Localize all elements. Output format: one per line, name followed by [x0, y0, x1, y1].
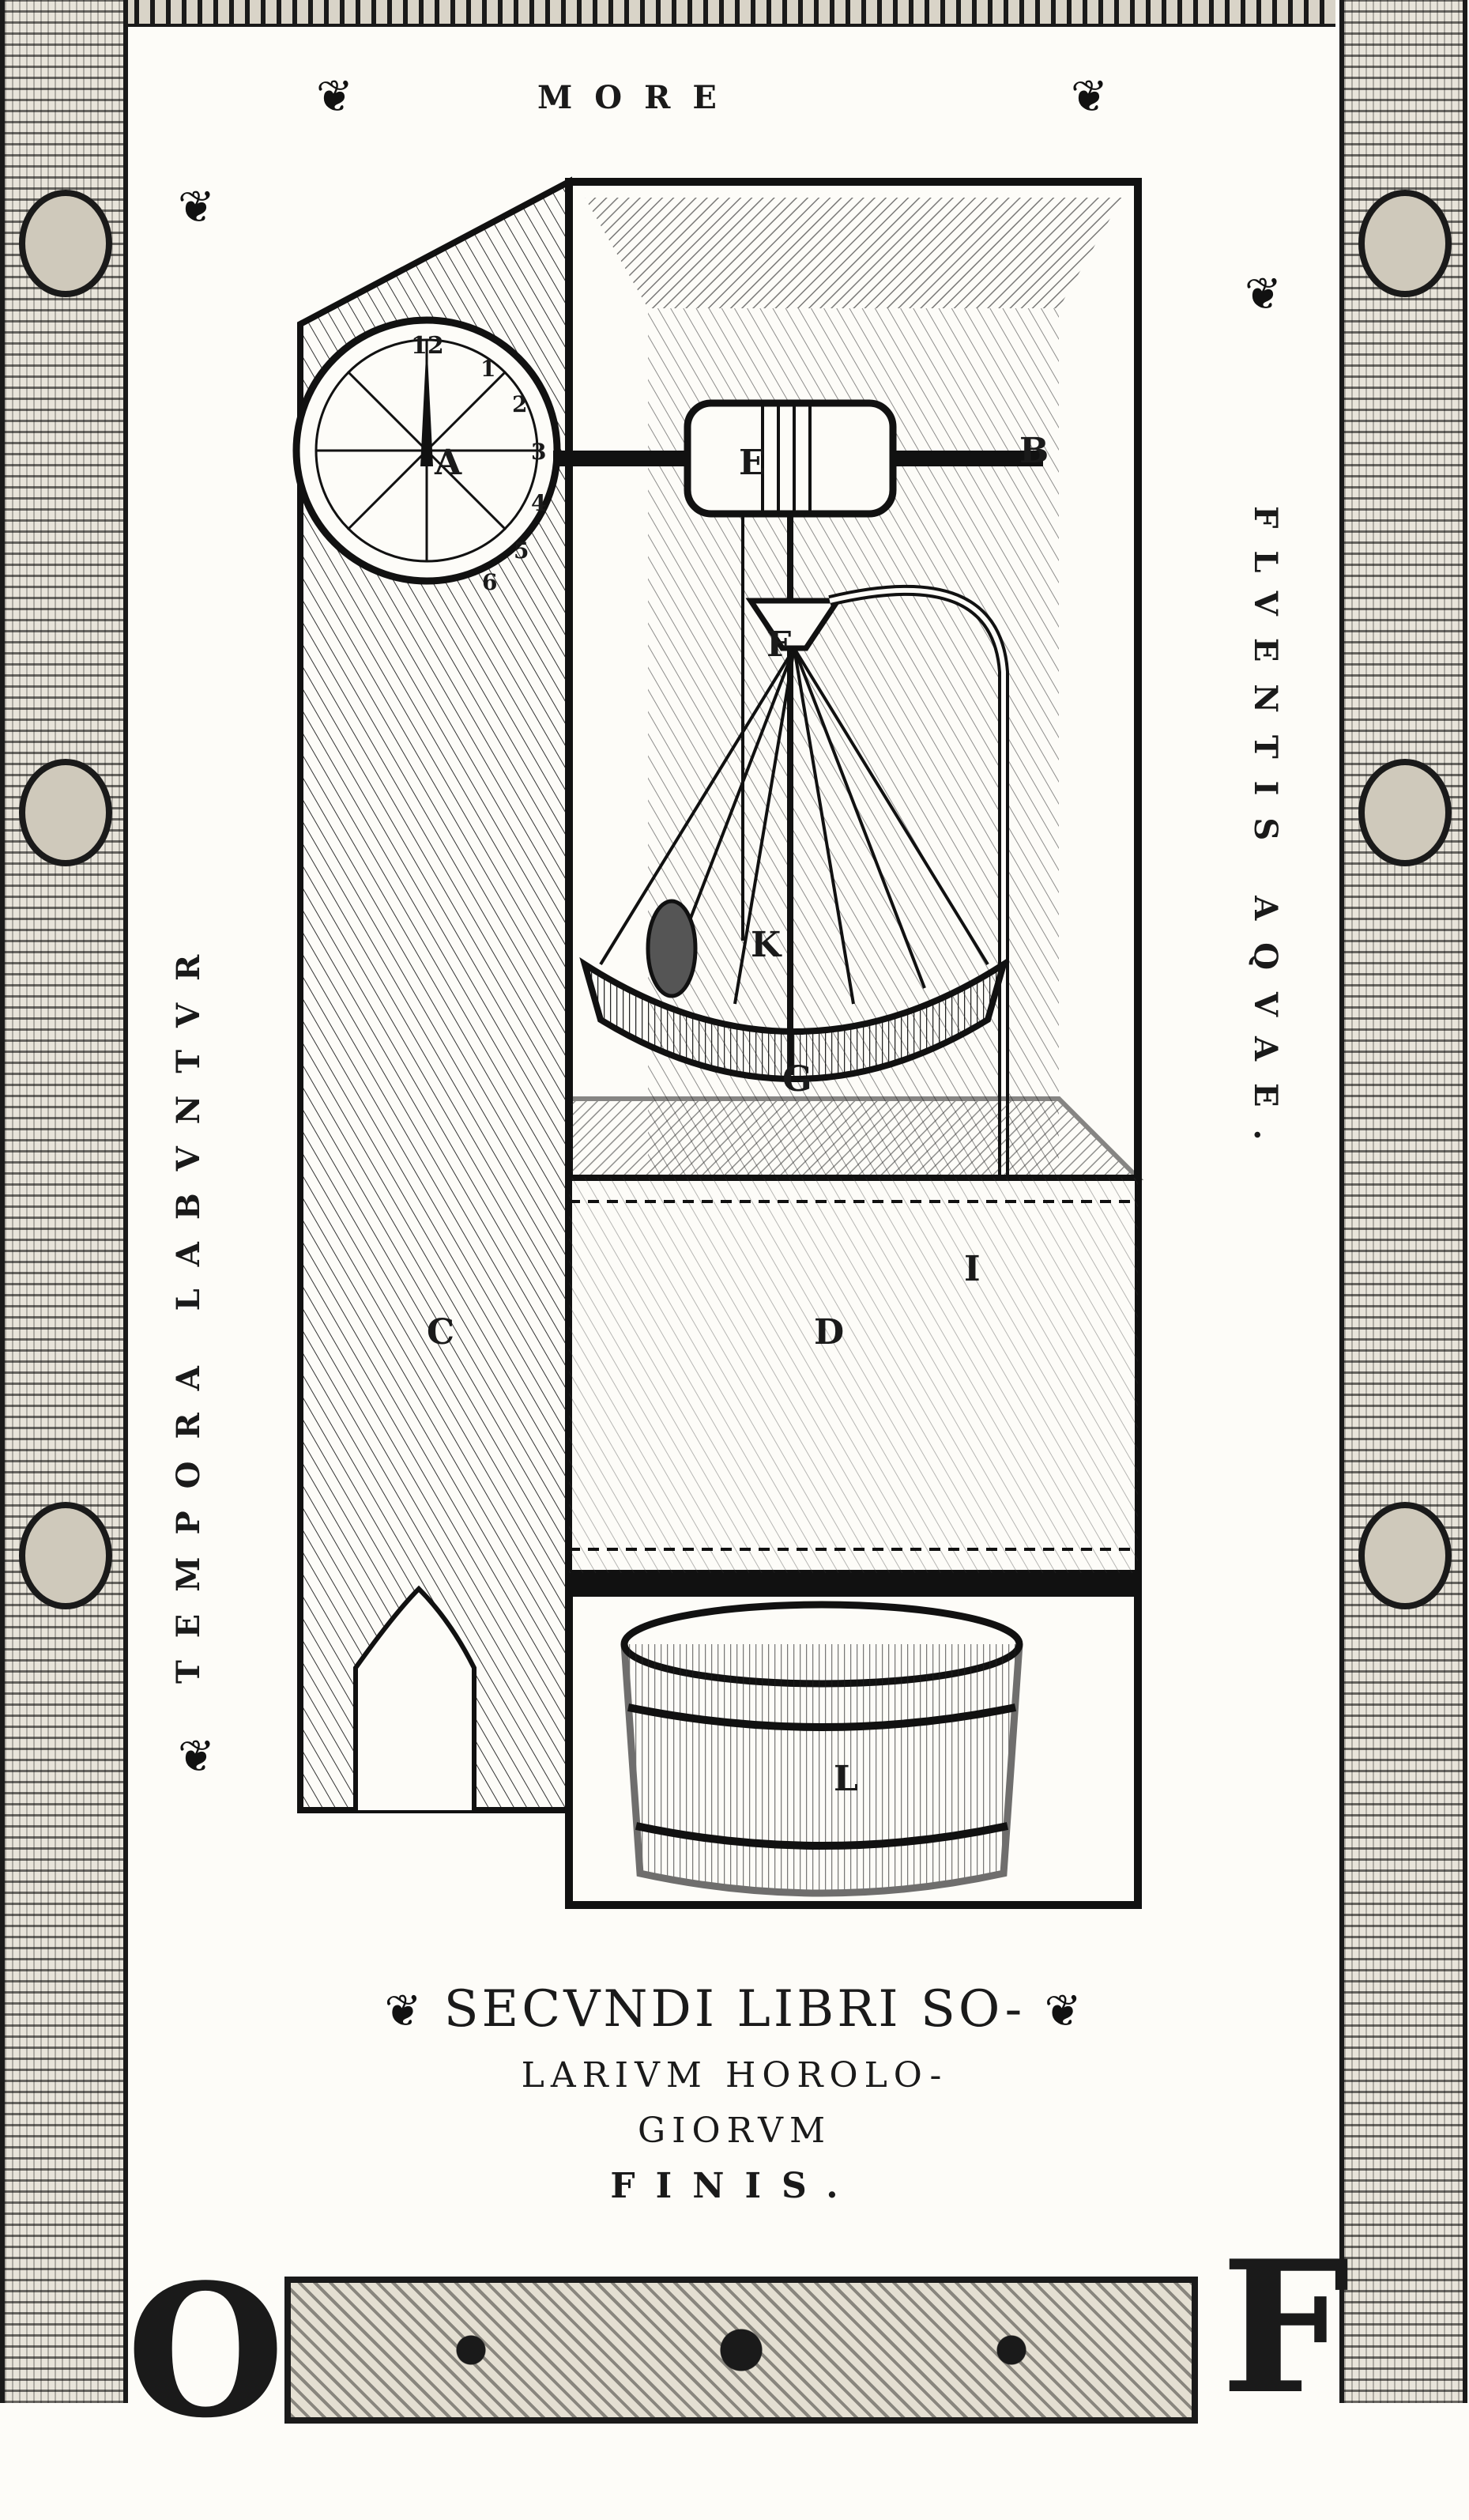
leaf-ornament-icon: ❦: [178, 182, 215, 233]
leaf-ornament-icon: ❦: [1245, 269, 1282, 320]
colophon-line-4: FINIS.: [610, 2166, 859, 2206]
cabinet-ceiling: [585, 198, 1122, 308]
water-clock-woodcut: [269, 166, 1201, 1937]
left-column-ornament: [19, 1502, 112, 1609]
right-column-ornament: [1358, 759, 1452, 866]
label-g: G: [782, 1059, 812, 1100]
left-column-ornament: [19, 190, 112, 297]
right-column-ornament: [1358, 1502, 1452, 1609]
label-k: K: [751, 925, 782, 965]
colophon-line-3: GIORVM: [638, 2111, 831, 2151]
leaf-ornament-icon: ❦: [384, 1986, 425, 2037]
label-f: F: [767, 624, 792, 665]
wooden-tub: [624, 1644, 1019, 1893]
label-i: I: [964, 1249, 981, 1289]
initial-left: O: [126, 2245, 285, 2458]
colophon-line-2: LARIVM HOROLO-: [521, 2055, 948, 2096]
leaf-ornament-icon: ❦: [1071, 71, 1108, 123]
colophon-line-1: ❦ SECVNDI LIBRI SO- ❦: [384, 1980, 1085, 2039]
motto-top: MORE: [537, 79, 739, 116]
top-border-band: [119, 0, 1335, 27]
clock-numeral-4: 4: [531, 490, 547, 516]
leaf-ornament-icon: ❦: [178, 1731, 215, 1782]
right-column-ornament: [1358, 190, 1452, 297]
drum: [687, 403, 893, 514]
clock-numeral-12: 12: [411, 332, 444, 360]
left-column-ornament: [19, 759, 112, 866]
clock-numeral-1: 1: [480, 356, 496, 382]
motto-left: TEMPORA LABVNTVR: [170, 932, 207, 1684]
clock-numeral-2: 2: [512, 391, 528, 417]
label-l: L: [834, 1759, 858, 1799]
left-border-column: [0, 0, 128, 2403]
clock-numeral-3: 3: [531, 439, 547, 465]
label-d: D: [814, 1312, 845, 1352]
motto-right: FLVENTIS AQVAE.: [1247, 506, 1284, 1163]
bottom-ornamental-frieze: [284, 2277, 1198, 2424]
leaf-ornament-icon: ❦: [316, 71, 353, 123]
leaf-ornament-icon: ❦: [1044, 1986, 1085, 2037]
counterweight: [648, 901, 695, 996]
clock-numeral-6: 6: [482, 569, 498, 595]
right-border-column: [1339, 0, 1467, 2403]
clock-numeral-5: 5: [514, 538, 529, 564]
shelf: [569, 1573, 1138, 1597]
label-a: A: [435, 443, 462, 483]
initial-right: F: [1221, 2221, 1350, 2435]
label-b: B: [1019, 431, 1049, 471]
label-c: C: [427, 1312, 455, 1352]
label-e: E: [739, 443, 766, 483]
